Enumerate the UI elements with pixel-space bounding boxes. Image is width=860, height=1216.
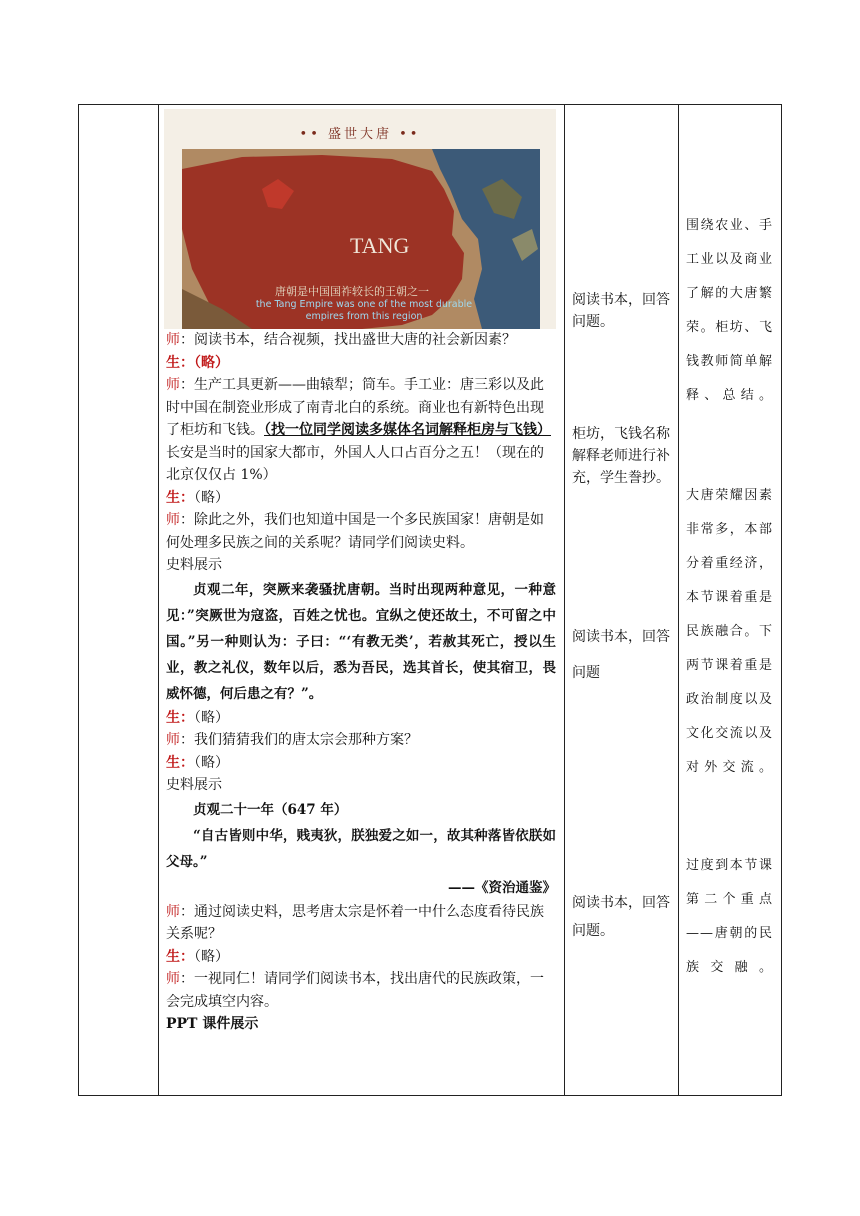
- quote-source: ——《资治通鉴》: [448, 879, 556, 896]
- teacher-line: [166, 968, 556, 1013]
- map-label: TANG: [350, 233, 410, 258]
- line-text: 长安是当时的国家大都市，外国人人口占百分之五！（现在的北京仅仅占 1%）: [166, 444, 544, 483]
- historical-quote: “自古皆则中华，贱夷狄，朕独爱之如一，故其种落皆依朕如父母。”: [166, 827, 556, 870]
- line-text: （略）: [194, 354, 229, 371]
- stage-cell: [79, 105, 158, 1095]
- teacher-line: [166, 509, 556, 554]
- line-text: ：我们猜猜我们的唐太宗会那种方案？: [180, 732, 418, 748]
- student-line: [166, 946, 556, 969]
- section-label: PPT 课件展示: [166, 1016, 259, 1032]
- instruction-note: （找一位同学阅读多媒体名词解释柜房与飞钱）: [264, 422, 551, 438]
- role-label: 生：: [166, 489, 194, 506]
- design-intent-cell: [678, 105, 781, 1095]
- line-text: ：除此之外，我们也知道中国是一个多民族国家！唐朝是如何处理多民族之间的关系呢？请同学们阅读史料。: [166, 512, 544, 551]
- student-activity-cell: [564, 105, 678, 1095]
- student-line: [166, 487, 556, 510]
- section-label: 史料展示: [166, 777, 222, 793]
- video-caption-en-line1: the Tang Empire was one of the most durable: [255, 299, 473, 310]
- role-label: 生：: [166, 754, 194, 771]
- role-label: 师: [166, 971, 180, 987]
- design-note: 过度到本节课第二个重点——唐朝的民族交融。: [686, 858, 773, 975]
- teacher-line: [166, 729, 556, 752]
- role-label: 师: [166, 377, 180, 393]
- role-label: 生：: [166, 948, 194, 965]
- banner-title: •• 盛世大唐 ••: [299, 127, 421, 142]
- line-text: （略）: [194, 489, 229, 506]
- student-activity: 阅读书本，回答问题。: [572, 292, 670, 330]
- line-text: ：阅读书本，结合视频，找出盛世大唐的社会新因素？: [180, 332, 516, 348]
- tang-map-image: [164, 109, 556, 329]
- student-line: [166, 752, 556, 775]
- role-label: 生：: [166, 354, 194, 371]
- teacher-line: [166, 901, 556, 946]
- video-caption-cn: 唐朝是中国国祚较长的王朝之一: [275, 285, 429, 298]
- teacher-line: [166, 374, 556, 487]
- teacher-line: [166, 329, 556, 352]
- student-activity: 阅读书本，回答问题。: [572, 895, 670, 939]
- line-text: （略）: [194, 948, 229, 965]
- role-label: 师: [166, 332, 180, 348]
- design-note: 围绕农业、手工业以及商业了解的大唐繁荣。柜坊、飞钱教师简单解释、总结。: [686, 218, 773, 403]
- student-line: [166, 707, 556, 730]
- lesson-table: [78, 104, 782, 1096]
- line-text: ：通过阅读史料，思考唐太宗是怀着一中什么态度看待民族关系呢？: [166, 903, 544, 942]
- quote-heading: 贞观二十一年（647 年）: [193, 801, 348, 818]
- role-label: 生：: [166, 709, 194, 726]
- role-label: 师: [166, 903, 180, 920]
- video-caption-en-line2: empires from this region: [305, 311, 423, 322]
- student-activity: 阅读书本，回答问题: [572, 629, 670, 681]
- historical-quote: 贞观二年，突厥来袭骚扰唐朝。当时出现两种意见，一种意见：”突厥世为寇盗，百姓之忧也。宜纵之使还故土，不可留之中国。”另一种则认为：子曰：“‘有教无类’，若赦其死亡，授以生业，教之礼仪，数年以后，悉为吾民，选其首长，使其宿卫，畏威怀德，何后患之有？”。: [166, 581, 556, 702]
- role-label: 师: [166, 732, 180, 748]
- student-activity: 柜坊，飞钱名称解释老师进行补充，学生誊抄。: [572, 426, 670, 486]
- teacher-activity-cell: [158, 105, 564, 1095]
- video-caption-en: [214, 299, 514, 323]
- line-text: ：一视同仁！请同学们阅读书本，找出唐代的民族政策，一会完成填空内容。: [166, 971, 544, 1010]
- line-text: ：生产工具更新——曲辕犁；筒车。手工业：唐三彩以及此时中国在制瓷业形成了南青北白的系统。商业也有新特色出现了柜坊和飞钱。: [166, 377, 544, 438]
- line-text: （略）: [194, 709, 229, 726]
- role-label: 师: [166, 512, 180, 528]
- section-label: 史料展示: [166, 557, 222, 573]
- line-text: （略）: [194, 754, 229, 771]
- design-note: 大唐荣耀因素非常多，本部分着重经济，本节课着重是民族融合。下两节课着重是政治制度以及文化交流以及对外交流。: [686, 488, 773, 775]
- student-line: [166, 352, 556, 375]
